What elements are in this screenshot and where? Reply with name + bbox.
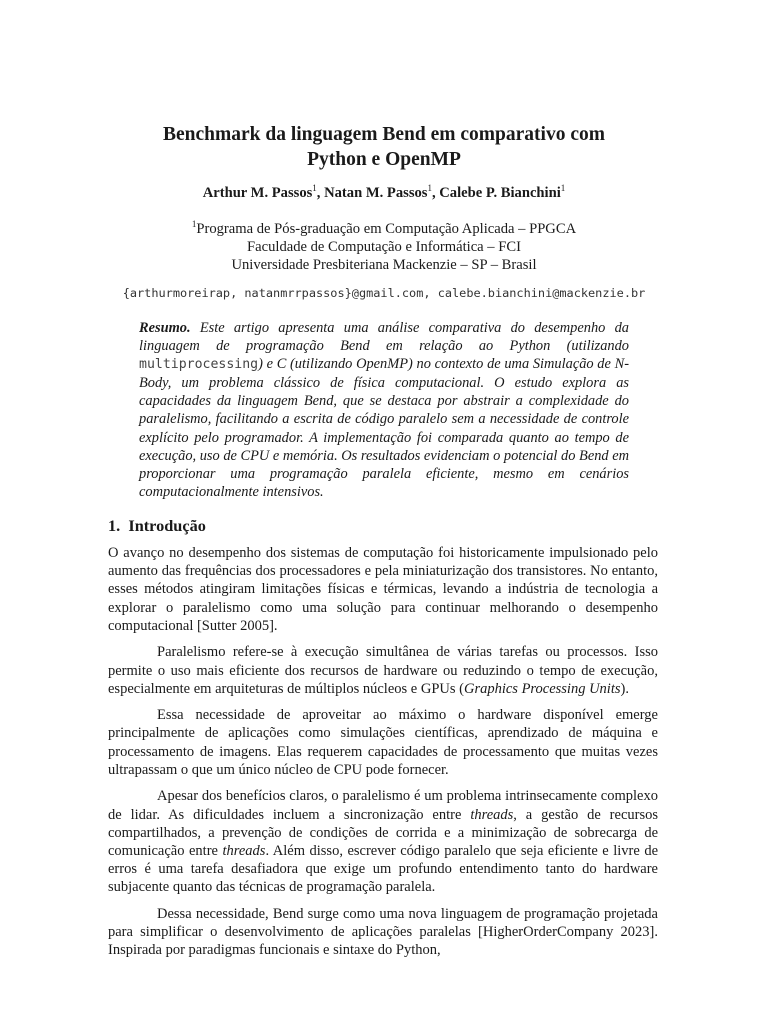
paragraph-1: O avanço no desempenho dos sistemas de computação foi historicamente impulsionado pelo aumento das frequências dos processadores e pela miniaturização dos transistores. No entanto, esses métodos atingiram limitações físicas e térmicas, levando a indústria de tecnologia a explorar o paralelismo como uma solução para continuar melhorando o desempenho computacional [Sutter 2005]. [108,545,658,634]
author-3: Calebe P. Bianchini [439,185,561,201]
affiliation-faculty: Faculdade de Computação e Informática – FCI [247,239,521,255]
affiliation-block [0,220,768,274]
paragraph-2-text-a: Paralelismo refere-se à execução simultânea de várias tarefas ou processos. Isso permite o uso mais eficiente dos recursos de hardware ou reduzindo o tempo de execução, especialmente em arquiteturas de múltiplos núcleos e GPUs ( [108,644,658,697]
section-number: 1. [108,516,121,535]
author-1: Arthur M. Passos [202,185,313,201]
title-line-2: Python e OpenMP [307,149,461,170]
title-line-1: Benchmark da linguagem Bend em comparativo com [163,124,605,145]
paragraph-2-text-b: ). [620,680,629,697]
paragraph-4-text-a: Apesar dos benefícios claros, o paralelismo é um problema intrinsecamente complexo de lidar. As dificuldades incluem a sincronização entre [108,788,658,823]
author-2-affil: 1 [427,183,432,193]
abstract-text-2: ) e C (utilizando OpenMP) no contexto de uma Simulação de N-Body, um problema clássico de física computacional. O estudo explora as capacidades da linguagem Bend, que se destaca por abstrair a complexidade do paralelismo, facilitando a escrita de código paralelo sem a necessidade de controle explícito pelo programador. A implementação foi comparada quanto ao tempo de execução, uso de CPU e memória. Os resultados evidenciam o potencial do Bend em proporcionar uma programação paralela eficiente, mesmo em cenários computacionalmente intensivos. [139,356,629,500]
abstract-code: multiprocessing [139,357,259,373]
author-3-affil: 1 [560,183,566,193]
author-emails: {arthurmoreirap, natanmrrpassos}@gmail.com, calebe.bianchini@mackenzie.br [122,286,646,300]
affiliation-program: Programa de Pós-graduação em Computação Aplicada – PPGCA [196,221,577,237]
author-1-affil: 1 [312,183,317,193]
paragraph-2 [108,643,658,698]
abstract-label: Resumo. [139,320,191,336]
paragraph-4-emphasis-1: threads [470,806,514,823]
author-2: Natan M. Passos [324,185,428,201]
paper-title [0,122,768,172]
section-body [108,544,658,968]
paragraph-4-emphasis-2: threads [222,842,266,859]
paragraph-2-emphasis: Graphics Processing Units [463,680,621,697]
section-title: Introdução [128,516,206,535]
paragraph-4-text-b: , a gestão de recursos compartilhados, a prevenção de condições de corrida e a minimização de sobrecarga de comunicação entre [108,806,658,859]
affiliation-university: Universidade Presbiteriana Mackenzie – SP – Brasil [231,257,537,273]
abstract-text-1: Este artigo apresenta uma análise comparativa do desempenho da linguagem de programação Bend em relação ao Python (utilizando [139,320,629,355]
author-list: Arthur M. Passos$^1$, Natan M. Passos$^1$, Calebe P. Bianchini$^1$ [202,183,566,201]
paragraph-5: Dessa necessidade, Bend surge como uma nova linguagem de programação projetada para simplificar o desenvolvimento de aplicações paralelas [HigherOrderCompany 2023]. Inspirada por paradigmas funcionais e sintaxe do Python, [108,905,658,959]
paragraph-3: Essa necessidade de aproveitar ao máximo o hardware disponível emerge principalmente de aplicações como simulações científicas, aprendizado de máquina e processamento de imagens. Elas requerem capacidades de processamento que muitas vezes ultrapassam o que um único núcleo de CPU pode fornecer. [108,707,658,778]
paragraph-4 [108,787,658,896]
section-heading [108,516,206,536]
abstract [139,319,629,501]
paragraph-4-text-c: . Além disso, escrever código paralelo que seja eficiente e livre de erros é uma tarefa desafiadora que exige um profundo entendimento tanto do hardware subjacente quanto das técnicas de programação paralela. [108,842,659,896]
affiliation-marker: 1 [191,219,197,229]
